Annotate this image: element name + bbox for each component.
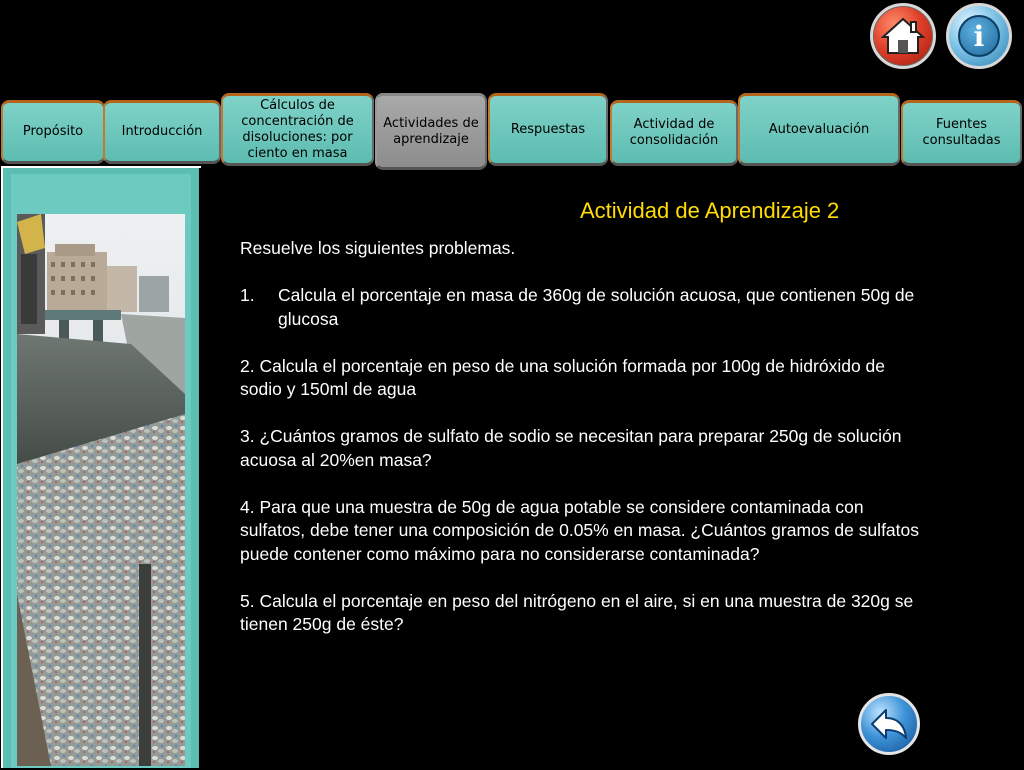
polluted-river-photo bbox=[11, 214, 191, 766]
problem-item: 2. Calcula el porcentaje en peso de una solución formada por 100g de hidróxido de sodio y 150ml de agua bbox=[240, 355, 886, 399]
tab-label: Propósito bbox=[22, 124, 84, 139]
back-button[interactable] bbox=[858, 693, 920, 755]
back-arrow-icon bbox=[869, 707, 909, 741]
tab-label: Actividades de aprendizaje bbox=[383, 115, 479, 147]
tab-label: Respuestas bbox=[510, 121, 586, 137]
sidebar-divider bbox=[199, 168, 207, 770]
tab-autoevaluacion[interactable] bbox=[738, 93, 900, 166]
tab-fuentes-consultadas[interactable] bbox=[901, 100, 1022, 166]
page-title: Actividad de Aprendizaje 2 bbox=[580, 198, 840, 223]
problem-item: 4. Para que una muestra de 50g de agua potable se considere contaminada con sulfatos, debe tener una composición de 0.05% en masa. ¿Cuántos gramos de sulfatos puede contener como máximo para no considerarse contaminada? bbox=[240, 496, 920, 564]
problem-item: 5. Calcula el porcentaje en peso del nitrógeno en el aire, si en una muestra de 320g se tienen 250g de éste? bbox=[240, 590, 914, 634]
home-icon bbox=[881, 16, 925, 56]
problem-text: Calcula el porcentaje en masa de 360g de solución acuosa, que contienen 50g de glucosa bbox=[278, 285, 915, 329]
info-icon: i bbox=[958, 15, 1000, 57]
tab-label: Introducción bbox=[121, 124, 203, 139]
sidebar-panel bbox=[1, 166, 201, 768]
problem-number: 1. bbox=[240, 285, 255, 305]
tab-calculos-concentracion[interactable] bbox=[221, 93, 374, 166]
problem-item: 3. ¿Cuántos gramos de sulfato de sodio se necesitan para preparar 250g de solución acuosa al 20%en masa? bbox=[240, 426, 902, 470]
problem-list bbox=[240, 237, 930, 637]
tab-label: Cálculos de concentración de disoluciones: por ciento en masa bbox=[241, 97, 354, 161]
tab-introduccion[interactable] bbox=[103, 100, 221, 164]
intro-text: Resuelve los siguientes problemas. bbox=[240, 238, 516, 258]
tab-label: Autoevaluación bbox=[768, 121, 870, 137]
problem-item bbox=[240, 284, 930, 331]
tab-respuestas[interactable] bbox=[488, 93, 608, 166]
home-button[interactable] bbox=[870, 3, 936, 69]
tab-actividades-aprendizaje[interactable] bbox=[375, 93, 487, 170]
tab-proposito[interactable] bbox=[1, 100, 105, 164]
info-button[interactable] bbox=[946, 3, 1012, 69]
tab-label: Fuentes consultadas bbox=[922, 117, 1001, 148]
tab-actividad-consolidacion[interactable] bbox=[610, 100, 738, 166]
tab-label: Actividad de consolidación bbox=[629, 117, 719, 148]
